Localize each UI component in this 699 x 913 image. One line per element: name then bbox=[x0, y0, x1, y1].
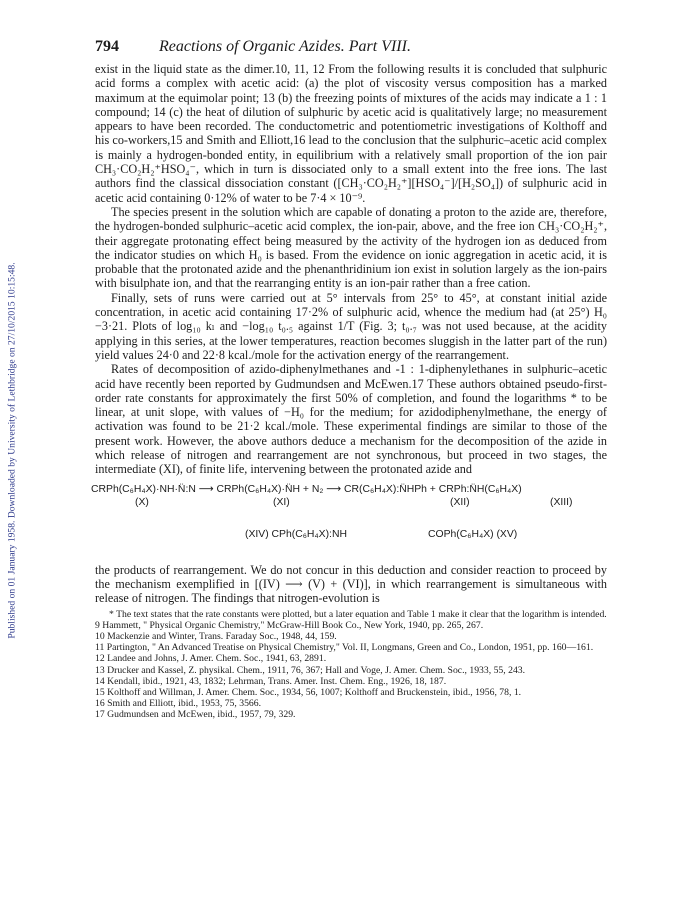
reference-item: 14 Kendall, ibid., 1921, 43, 1832; Lehrman, Trans. Amer. Inst. Chem. Eng., 1926, 18, 187. bbox=[95, 675, 447, 687]
scheme-label-xi: (XI) bbox=[273, 496, 290, 508]
reference-item: 11 Partington, " An Advanced Treatise on Physical Chemistry," Vol. II, Longmans, Green and Co., London, 1951, pp. 160—161. bbox=[95, 642, 594, 654]
reaction-scheme bbox=[91, 483, 607, 563]
reference-item: 9 Hammett, " Physical Organic Chemistry," McGraw-Hill Book Co., New York, 1940, pp. 265, 267. bbox=[95, 619, 484, 631]
scheme-line-2a: (XIV) CPh(C₆H₄X):NH bbox=[245, 528, 347, 540]
body-paragraph: Rates of decomposition of azido-diphenylmethanes and -1 : 1-diphenylethanes in sulphuric–acetic acid have recently been reported by Gudmundsen and McEwen.17 These authors obtained pseudo-first-order rate constants for approximately the first 50% of completion, and found the logarithms * to be linear, at unit slope, with values of −H₀ for the medium; for azidodiphenylmethane, the energy of activation was found to be 21·2 kcal./mole. These experimental findings are similar to those of the present work. However, the above authors deduce a mechanism for the decomposition of the azide in which release of nitrogen and rearrangement are not synchronous, but proceed in two stages, the intermediate (XI), of finite life, intervening between the protonated azide and bbox=[95, 362, 607, 477]
footnote-star: * The text states that the rate constants were plotted, but a later equation and Table 1 make it clear that the logarithm is intended. bbox=[109, 608, 607, 620]
body-paragraph: Finally, sets of runs were carried out at 5° intervals from 25° to 45°, at constant initial azide concentration, in acetic acid containing 17·2% of sulphuric acid, whence the medium had (at 25°) H₀ −3·21. Plots of log₁₀ kₗ and −log₁₀ t₀.₅ against 1/T (Fig. 3; t₀.₇ was not used because, at the acidity applying in this series, at the lower temperatures, reaction becomes sluggish in the latter part of the run) yield values 24·0 and 22·8 kcal./mole for the activation energy of the rearrangement. bbox=[95, 290, 607, 362]
download-stamp-text: Published on 01 January 1958. Downloaded by University of Lethbridge on 27/10/2015 10:15:48. bbox=[6, 261, 18, 639]
reference-item: 13 Drucker and Kassel, Z. physikal. Chem., 1911, 76, 367; Hall and Voge, J. Amer. Chem. Soc., 1933, 55, 243. bbox=[95, 664, 526, 676]
body-paragraph: The species present in the solution which are capable of donating a proton to the azide are, therefore, the hydrogen-bonded sulphuric–acetic acid complex, the ion-pair, above, and the free ion CH₃·CO₂H₂⁺, their aggregate protonating effect being measured by the activity of the hydrogen ion as deduced from the indicator studies on which H₀ is based. From the evidence on ionic aggregation in acetic acid, it is probable that the protonated azide and the phenanthridinium ion exist in solution largely as the ion-pairs with bisulphate ion, and that the rearranging entity is an ion-pair rather than a free cation. bbox=[95, 204, 607, 291]
running-title: Reactions of Organic Azides. Part VIII. bbox=[159, 38, 411, 55]
body-paragraph: exist in the liquid state as the dimer.10, 11, 12 From the following results it is concluded that sulphuric acid forms a complex with acetic acid: (a) the plot of viscosity versus composition has a marked maximum at the equimolar point; 13 (b) the freezing points of mixtures of the acids may indicate a 1 : 1 compound; 14 (c) the heat of dilution of sulphuric by acetic acid is qualitatively large; no measurement appears to have been recorded. The conductometric and potentiometric investigations of Kolthoff and his co-workers,15 and Smith and Elliott,16 lead to the conclusion that the sulphuric–acetic acid complex is mainly a hydrogen-bonded entity, in equilibrium with a relatively small proportion of the ion pair CH₃·CO₂H₂⁺HSO₄⁻, which in turn is dissociated only to a small extent into the free ions. The last authors find the classical dissociation constant ([CH₃·CO₂H₂⁺][HSO₄⁻]/[H₂SO₄]) of sulphuric acid in acetic acid containing 0·12% of water to be 7·4 × 10⁻⁹. bbox=[95, 62, 607, 205]
scheme-label-x: (X) bbox=[135, 496, 149, 508]
reference-item: 17 Gudmundsen and McEwen, ibid., 1957, 79, 329. bbox=[95, 709, 296, 721]
reference-item: 12 Landee and Johns, J. Amer. Chem. Soc., 1941, 63, 2891. bbox=[95, 653, 327, 665]
journal-page bbox=[91, 38, 607, 721]
scheme-label-xiii: (XIII) bbox=[550, 496, 573, 508]
body-paragraph: the products of rearrangement. We do not concur in this deduction and consider reaction to proceed by the mechanism exemplified in [(IV) ⟶ (V) + (VI)], in which rearrangement is simultaneous with release of nitrogen. The findings that nitrogen-evolution is bbox=[95, 562, 607, 606]
reference-item: 15 Kolthoff and Willman, J. Amer. Chem. Soc., 1934, 56, 1007; Kolthoff and Bruckenstein, ibid., 1956, 78, 1. bbox=[95, 686, 522, 698]
download-stamp bbox=[4, 30, 20, 870]
scheme-label-xii: (XII) bbox=[450, 496, 470, 508]
scheme-line-1: CRPh(C₆H₄X)·NH·N̈:N ⟶ CRPh(C₆H₄X)·N̈H + N₂ ⟶ CR(C₆H₄X):N̈HPh + CRPh:N̈H(C₆H₄X) bbox=[91, 483, 522, 495]
footnotes bbox=[95, 609, 607, 721]
reference-item: 16 Smith and Elliott, ibid., 1953, 75, 3566. bbox=[95, 698, 262, 710]
reference-item: 10 Mackenzie and Winter, Trans. Faraday Soc., 1948, 44, 159. bbox=[95, 630, 337, 642]
scheme-line-2b: COPh(C₆H₄X) (XV) bbox=[428, 528, 518, 540]
running-header bbox=[95, 38, 607, 56]
page-number: 794 bbox=[95, 38, 119, 55]
